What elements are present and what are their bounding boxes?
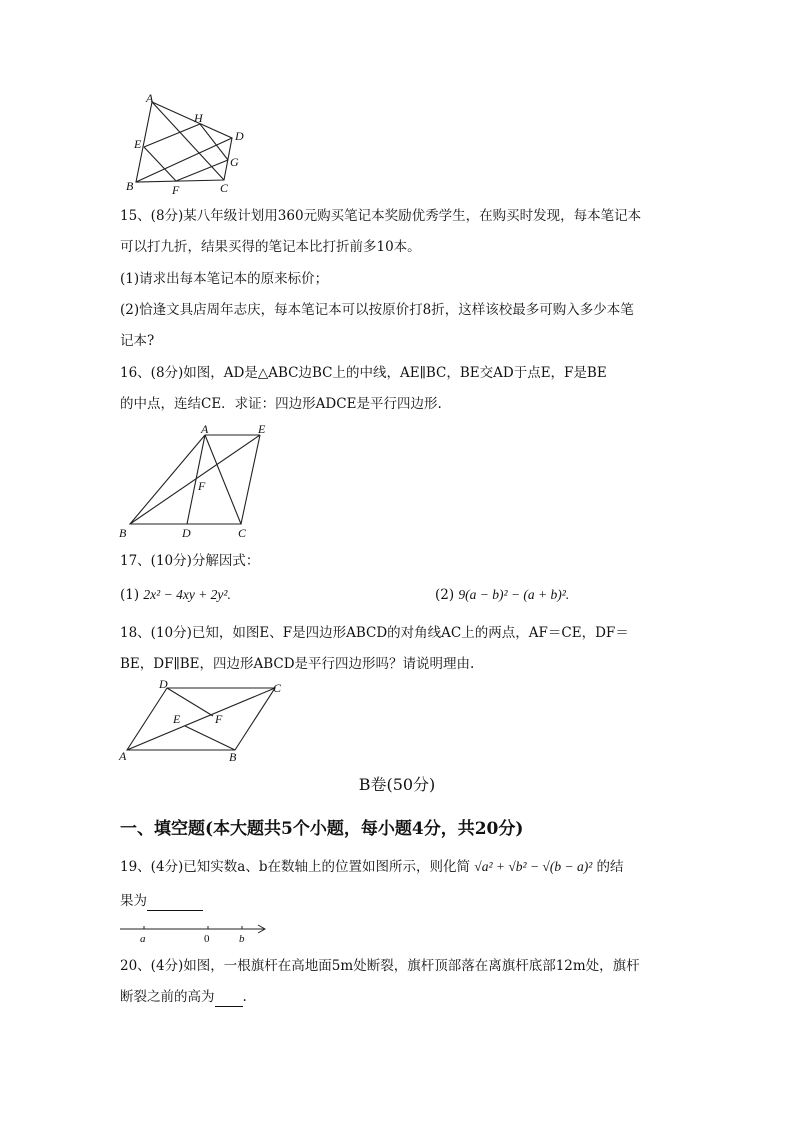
label-zero: 0 bbox=[204, 933, 210, 945]
triangle-abc bbox=[130, 435, 241, 524]
label-f: F bbox=[215, 712, 223, 726]
q17-part1-label: (1) bbox=[120, 587, 140, 603]
label-c: C bbox=[273, 681, 282, 695]
section-one-heading: 一、填空题(本大题共5个小题，每小题4分，共20分) bbox=[120, 819, 524, 839]
label-h: H bbox=[194, 111, 203, 125]
q15-line1: 15、(8分)某八年级计划用360元购买笔记本奖励优秀学生，在购买时发现，每本笔记本 bbox=[120, 208, 642, 224]
section-b-title: B卷(50分) bbox=[358, 775, 436, 794]
line-fg bbox=[176, 160, 228, 181]
q19-expr: √a² + √b² − √(b − a)² bbox=[474, 859, 593, 874]
number-line bbox=[118, 918, 278, 946]
line-ac bbox=[127, 688, 275, 750]
label-b: B bbox=[126, 179, 134, 193]
figure-quadrilateral-abcd-ef bbox=[115, 678, 295, 768]
label-e: E bbox=[173, 712, 181, 726]
q17-part2 bbox=[435, 586, 569, 604]
line-eb bbox=[185, 726, 235, 750]
label-b: B bbox=[229, 750, 237, 764]
q17-part1-expr: 2x² − 4xy + 2y². bbox=[143, 587, 231, 602]
q17-part2-label: (2) bbox=[435, 587, 455, 603]
figure-parallelogram-adce bbox=[115, 420, 285, 545]
q19-text: 19、(4分)已知实数a、b在数轴上的位置如图所示，则化简 bbox=[120, 859, 470, 875]
label-e: E bbox=[134, 137, 142, 151]
q15-line2: 可以打九折，结果买得的笔记本比打折前多10本。 bbox=[120, 239, 421, 255]
q18-line2: BE，DF∥BE，四边形ABCD是平行四边形吗？请说明理由. bbox=[120, 656, 475, 672]
q15-sub2-line1: (2)恰逢文具店周年志庆，每本笔记本可以按原价打8折，这样该校最多可购入多少本笔 bbox=[120, 302, 634, 318]
line-he bbox=[144, 124, 200, 147]
line-be bbox=[130, 435, 260, 524]
label-d: D bbox=[159, 678, 168, 691]
figure-quadrilateral-abcd-hefg bbox=[120, 92, 260, 200]
q20-line1: 20、(4分)如图，一根旗杆在高地面5m处断裂，旗杆顶部落在离旗杆底部12m处，旗杆 bbox=[120, 958, 640, 974]
q19-text-end: 的结 bbox=[596, 859, 624, 875]
label-b: B bbox=[119, 526, 127, 540]
q20-answer-blank[interactable] bbox=[215, 988, 243, 1007]
q19-line2 bbox=[120, 892, 680, 911]
label-a: a bbox=[140, 933, 146, 945]
q20-line2 bbox=[120, 988, 680, 1007]
q19-line2-text: 果为 bbox=[120, 893, 147, 909]
q20-line2-text: 断裂之前的高为 bbox=[120, 989, 215, 1005]
label-b: b bbox=[239, 933, 245, 945]
q17-part1 bbox=[120, 586, 680, 604]
label-d: D bbox=[182, 526, 191, 540]
label-f: F bbox=[172, 183, 180, 197]
label-a: A bbox=[119, 749, 127, 763]
q17-line1: 17、(10分)分解因式： bbox=[120, 553, 260, 569]
quadrilateral-outline bbox=[136, 102, 232, 182]
q19-line1 bbox=[120, 858, 680, 876]
q20-line2-end: . bbox=[242, 989, 247, 1005]
q15-sub1: (1)请求出每本笔记本的原来标价； bbox=[120, 271, 329, 287]
label-e: E bbox=[258, 422, 266, 436]
q17-part2-expr: 9(a − b)² − (a + b)². bbox=[458, 587, 570, 602]
label-g: G bbox=[230, 155, 239, 169]
q19-answer-blank[interactable] bbox=[147, 892, 203, 911]
label-c: C bbox=[220, 181, 229, 195]
label-a: A bbox=[146, 92, 154, 105]
q15-sub2-line2: 记本? bbox=[120, 333, 155, 349]
q18-line1: 18、(10分)已知，如图E、F是四边形ABCD的对角线AC上的两点，AF＝CE，DF＝ bbox=[120, 625, 629, 641]
label-c: C bbox=[238, 526, 247, 540]
line-ec bbox=[241, 435, 260, 524]
label-f: F bbox=[198, 479, 206, 493]
label-d: D bbox=[235, 129, 244, 143]
q16-line2: 的中点，连结CE．求证：四边形ADCE是平行四边形. bbox=[120, 396, 442, 412]
label-a: A bbox=[201, 422, 209, 436]
q16-line1: 16、(8分)如图，AD是△ABC边BC上的中线，AE∥BC，BE交AD于点E，F是BE bbox=[120, 365, 607, 381]
